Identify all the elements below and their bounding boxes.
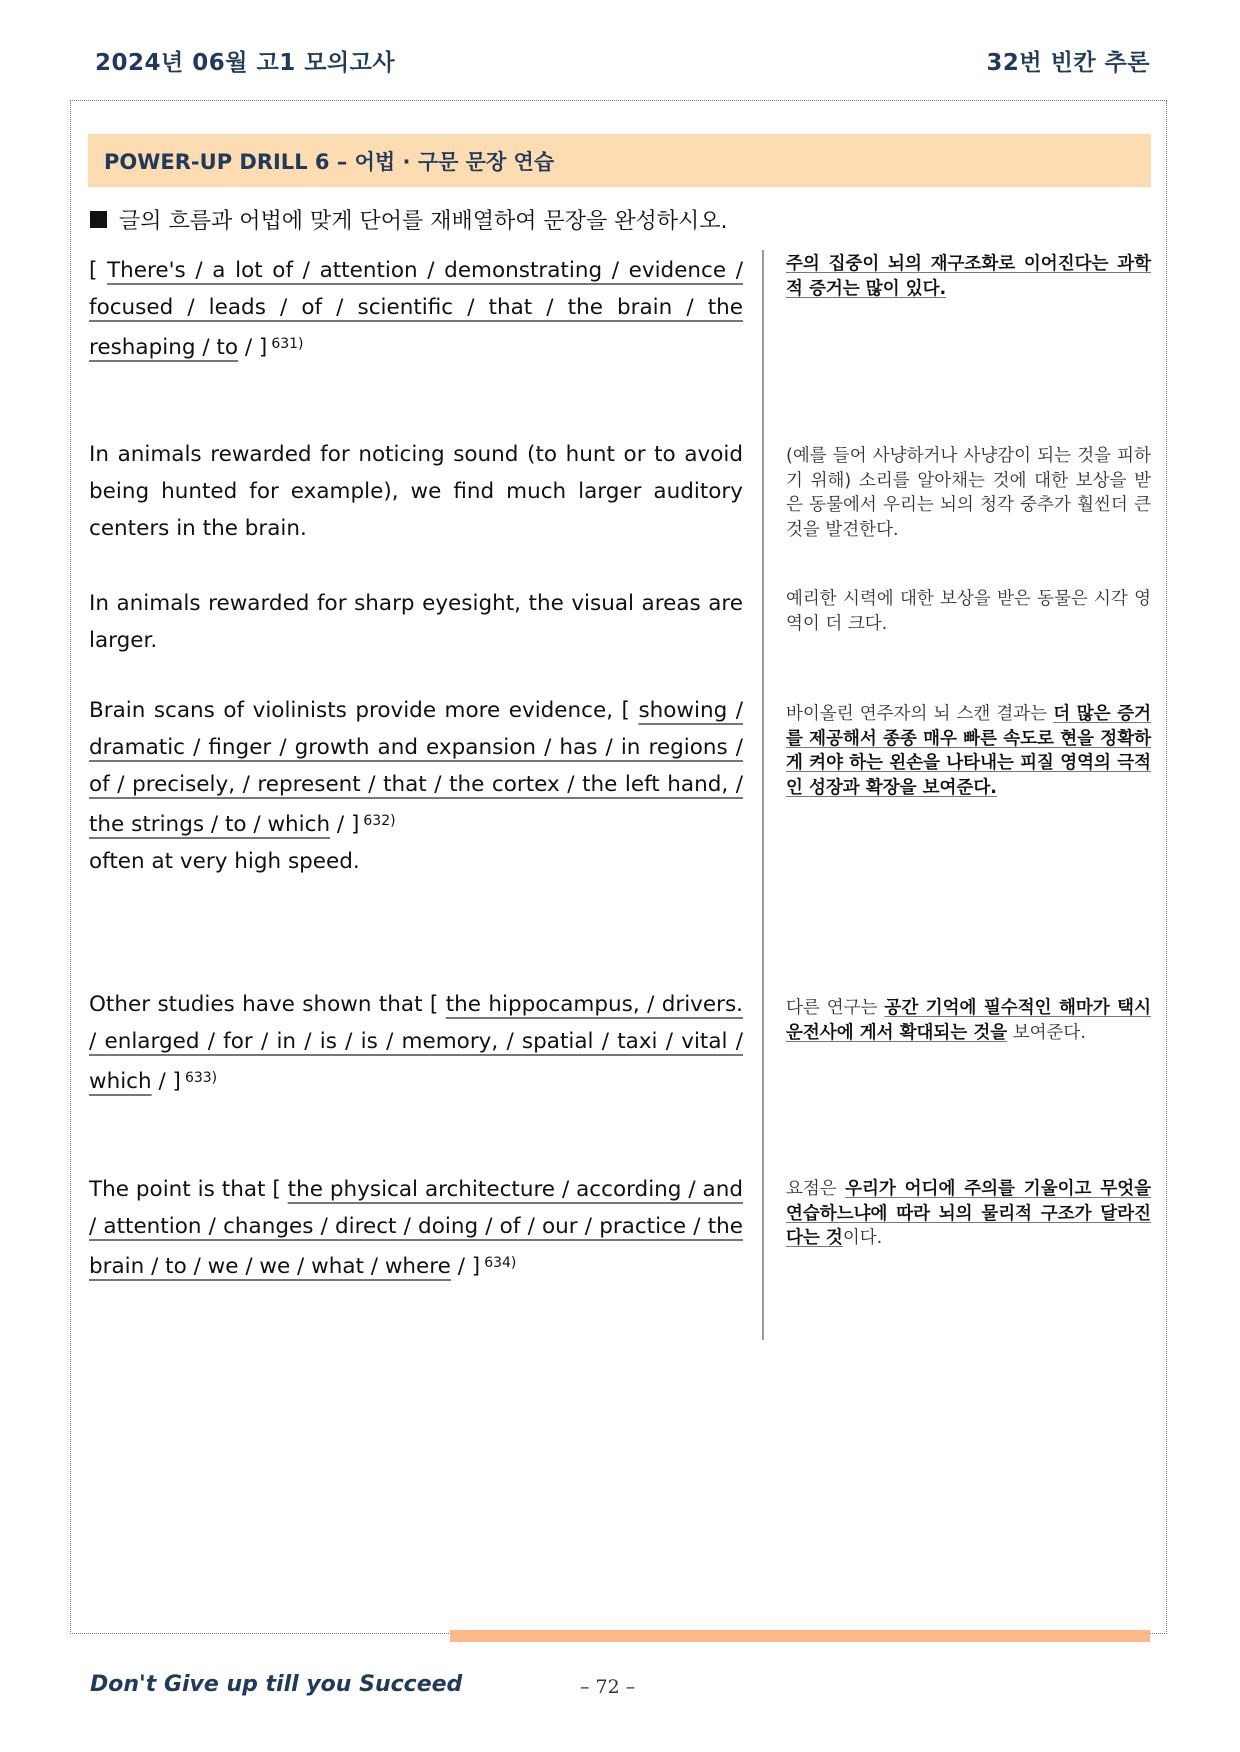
korean-sentence-visual: 예리한 시력에 대한 보상을 받은 동물은 시각 영역이 더 크다.: [786, 589, 1151, 634]
english-sentence-visual: In animals rewarded for sharp eyesight, the visual areas are larger.: [89, 591, 743, 653]
korean-sentence-auditory: (예를 들어 사냥하거나 사냥감이 되는 것을 피하기 위해) 소리를 알아채는 것에 대한 보상을 받은 동물에서 우리는 뇌의 청각 중추가 훨씬더 큰 것을 발견한다.: [786, 446, 1151, 540]
instruction: [90, 204, 728, 235]
korean-item-633: 다른 연구는 공간 기억에 필수적인 해마가 택시 운전사에 게서 확대되는 것을 보여준다.: [786, 998, 1151, 1043]
korean-item-631: [786, 252, 1151, 301]
question-number: 632): [363, 813, 396, 829]
scramble-words: the physical architecture / according / and / attention / changes / direct / doing / of / our / practice / the brain / to / we / we / what / where: [89, 1177, 743, 1279]
page-number: – 72 –: [580, 1676, 636, 1698]
drill-title: POWER-UP DRILL 6 – 어법 · 구문 문장 연습: [104, 149, 555, 174]
scramble-words: showing / dramatic / finger / growth and expansion / has / in regions / of / precisely, / represent / that / the cortex / the left hand, / the strings / to / which: [89, 698, 743, 837]
scramble-words: the hippocampus, / drivers. / enlarged / for / in / is / is / memory, / spatial / taxi / vital / which: [89, 992, 743, 1094]
exam-title: 2024년 06월 고1 모의고사: [95, 50, 396, 76]
instruction-text: 글의 흐름과 어법에 맞게 단어를 재배열하여 문장을 완성하시오.: [119, 209, 728, 234]
footer-accent-bar: [450, 1630, 1150, 1642]
korean-item-634: 요점은 우리가 어디에 주의를 기울이고 무엇을 연습하느냐에 따라 뇌의 물리적 구조가 달라진다는 것이다.: [786, 1179, 1151, 1248]
english-item-633: Other studies have shown that [ the hippocampus, / drivers. / enlarged / for / in / is / is / memory, / spatial / taxi / vital / which / ] $^{633)}$: [89, 992, 743, 1094]
english-sentence-auditory: In animals rewarded for noticing sound (to hunt or to avoid being hunted for example), we find much larger auditory centers in the brain.: [89, 442, 743, 541]
question-number: 633): [184, 1070, 218, 1086]
question-number: 634): [484, 1255, 517, 1271]
question-type-title: 32번 빈칸 추론: [986, 50, 1150, 76]
black-square-icon: [90, 211, 107, 228]
korean-item-632: 바이올린 연주자의 뇌 스캔 결과는 더 많은 증거를 제공해서 종종 매우 빠른 속도로 현을 정확하게 켜야 하는 왼손을 나타내는 피질 영역의 극적인 성장과 확장을 보여준다.: [786, 704, 1151, 798]
english-item-632: Brain scans of violinists provide more evidence, [ showing / dramatic / finger / growth and expansion / has / in regions / of / precisely, / represent / that / the cortex / the left hand, / the strings / to / which / ] $^{632)}$ often at very high speed.: [89, 698, 743, 874]
drill-banner: [88, 134, 1151, 187]
korean-key-phrase: 더 많은 증거를 제공해서 종종 매우 빠른 속도로 현을 정확하게 켜야 하는 왼손을 나타내는 피질 영역의 극적인 성장과 확장을 보여준다.: [786, 704, 1151, 798]
korean-key-phrase: 주의 집중이 뇌의 재구조화로 이어진다는 과학적 증거는 많이 있다.: [786, 254, 1151, 299]
english-item-631: [ There's / a lot of / attention / demonstrating / evidence / focused / leads / of / scientific / that / the brain / the reshaping / to / ] $^{631)}$: [89, 258, 743, 360]
english-item-634: The point is that [ the physical architecture / according / and / attention / changes / direct / doing / of / our / practice / the brain / to / we / we / what / where / ] $^{634)}$: [89, 1177, 743, 1279]
scramble-words: There's / a lot of / attention / demonstrating / evidence / focused / leads / of / scientific / that / the brain / the reshaping / to: [89, 258, 743, 360]
korean-key-phrase: 공간 기억에 필수적인 해마가 택시 운전사에 게서 확대되는 것을: [786, 998, 1151, 1043]
korean-key-phrase: 우리가 어디에 주의를 기울이고 무엇을 연습하느냐에 따라 뇌의 물리적 구조가 달라진다는 것: [786, 1179, 1151, 1248]
column-divider: [762, 250, 764, 1340]
question-number: 631): [271, 336, 304, 352]
footer-motto: Don't Give up till you Succeed: [90, 1672, 463, 1697]
